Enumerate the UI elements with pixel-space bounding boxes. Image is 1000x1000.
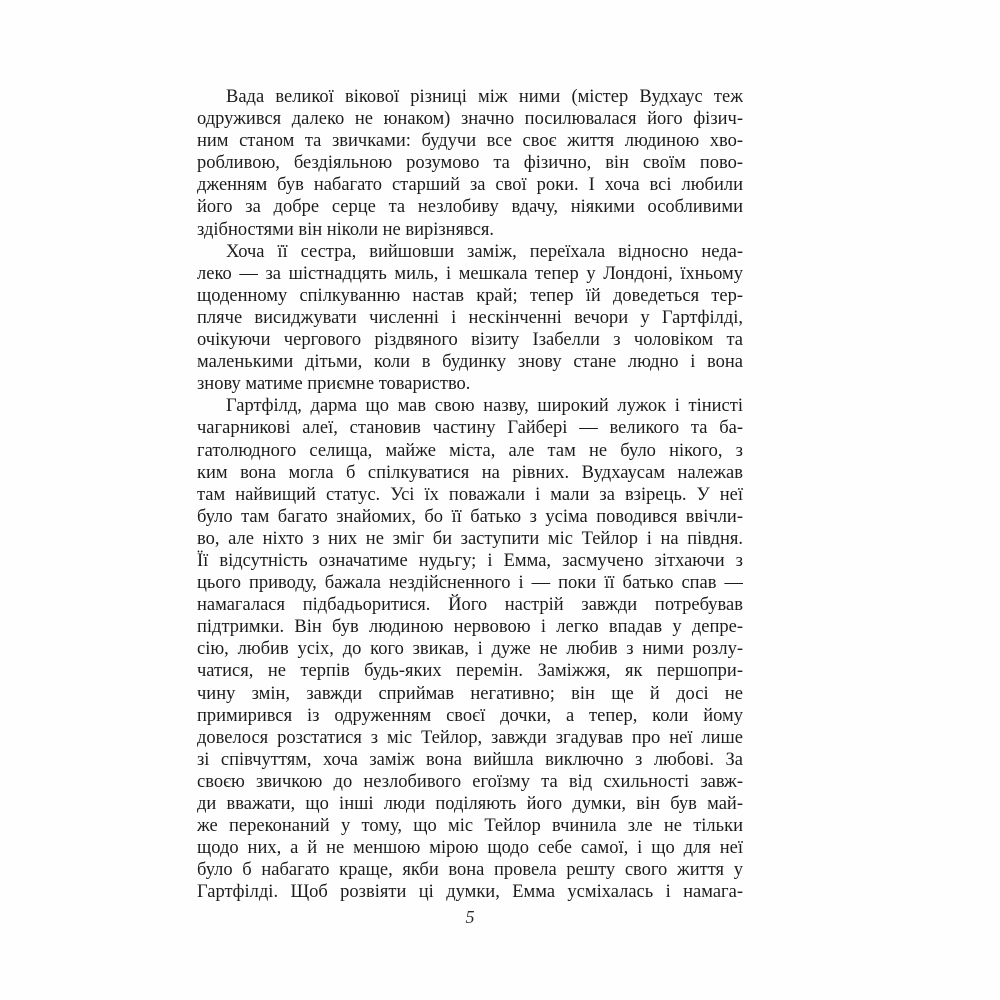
text-line: підтримки. Він був людиною нервовою і легко впадав у депре- <box>197 617 743 638</box>
text-line: було б набагато краще, якби вона провела решту свого життя у <box>197 860 743 881</box>
text-line: сію, любив усіх, до кого звикав, і дуже не любив з ними розлу- <box>197 639 743 660</box>
text-line: маленькими дітьми, коли в будинку знову стане людно і вона <box>197 352 743 373</box>
page-number: 5 <box>465 907 475 927</box>
text-line: довелося розстатися з міс Тейлор, завжди згадував про неї лише <box>197 727 743 748</box>
text-line: дженням був набагато старший за свої роки. І хоча всі любили <box>197 175 743 196</box>
text-line: цього приводу, бажала нездійсненного і — поки її батько спав — <box>197 573 743 594</box>
text-line: його за добре серце та незлобиву вдачу, ніякими особливими <box>197 197 743 218</box>
text-line: пляче висиджувати численні і нескінченні вечори у Гартфілді, <box>197 307 743 328</box>
text-line: леко — за шістнадцять миль, і мешкала тепер у Лондоні, їхньому <box>197 263 743 284</box>
text-line: щоденному спілкуванню настав край; тепер їй доведеться тер- <box>197 285 743 306</box>
text-line: ким вона могла б спілкуватися на рівних. Вудхаусам належав <box>197 462 743 483</box>
text-line: Хоча її сестра, вийшовши заміж, переїхала відносно неда- <box>226 241 743 262</box>
text-line: примирився із одруженням своєї дочки, а тепер, коли йому <box>197 705 743 726</box>
text-line: во, але ніхто з них не зміг би заступити міс Тейлор і на півдня. <box>197 528 743 549</box>
text-line: же переконаний у тому, що міс Тейлор вчинила зле не тільки <box>197 816 743 837</box>
text-line: гатолюдного селища, майже міста, але там не було нікого, з <box>197 440 743 461</box>
text-line: Гартфілді. Щоб розвіяти ці думки, Емма усміхалась і намага- <box>197 882 743 903</box>
text-line: намагалася підбадьоритися. Його настрій завжди потребував <box>197 595 743 616</box>
text-line: очікуючи чергового різдвяного візиту Ізабелли з чоловіком та <box>197 330 743 351</box>
text-line: чатися, не терпів будь-яких перемін. Заміжжя, як першопри- <box>197 661 743 682</box>
text-line: ним станом та звичками: будучи все своє життя людиною хво- <box>197 131 743 152</box>
text-line: зі співчуттям, хоча заміж вона вийшла виключно з любові. За <box>197 749 743 770</box>
text-line: Гартфілд, дарма що мав свою назву, широкий лужок і тінисті <box>226 396 743 417</box>
text-line: робливою, бездіяльною розумово та фізично, він своїм пово- <box>197 153 743 174</box>
text-line: своєю звичкою до незлобивого егоїзму та від схильності завж- <box>197 771 743 792</box>
text-line: ди вважати, що інші люди поділяють його думки, він був май- <box>197 794 743 814</box>
text-line: Її відсутність означатиме нудьгу; і Емма, засмучено зітхаючи з <box>197 550 743 571</box>
text-line: щодо них, а й не меншою мірою щодо себе самої, і що для неї <box>197 838 743 859</box>
text-line: знову матиме приємне товариство. <box>197 374 471 395</box>
text-line: здібностями він ніколи не вирізнявся. <box>197 219 495 240</box>
paragraph <box>197 86 743 241</box>
page-text <box>197 86 743 903</box>
text-line: там найвищий статус. Усі їх поважали і мали за взірець. У неї <box>197 484 743 505</box>
text-line: Вада великої вікової різниці між ними (містер Вудхаус теж <box>226 87 743 107</box>
paragraph <box>197 395 743 903</box>
text-line: було там багато знайомих, бо її батько з усіма поводився ввічли- <box>197 506 743 527</box>
text-line: одружився далеко не юнаком) значно посилювалася його фізич- <box>197 109 743 130</box>
text-line: чину змін, завжди сприймав негативно; він ще й досі не <box>197 683 743 704</box>
text-line: чагарникові алеї, становив частину Гайбері — великого та ба- <box>197 418 743 439</box>
paragraph <box>197 241 743 396</box>
